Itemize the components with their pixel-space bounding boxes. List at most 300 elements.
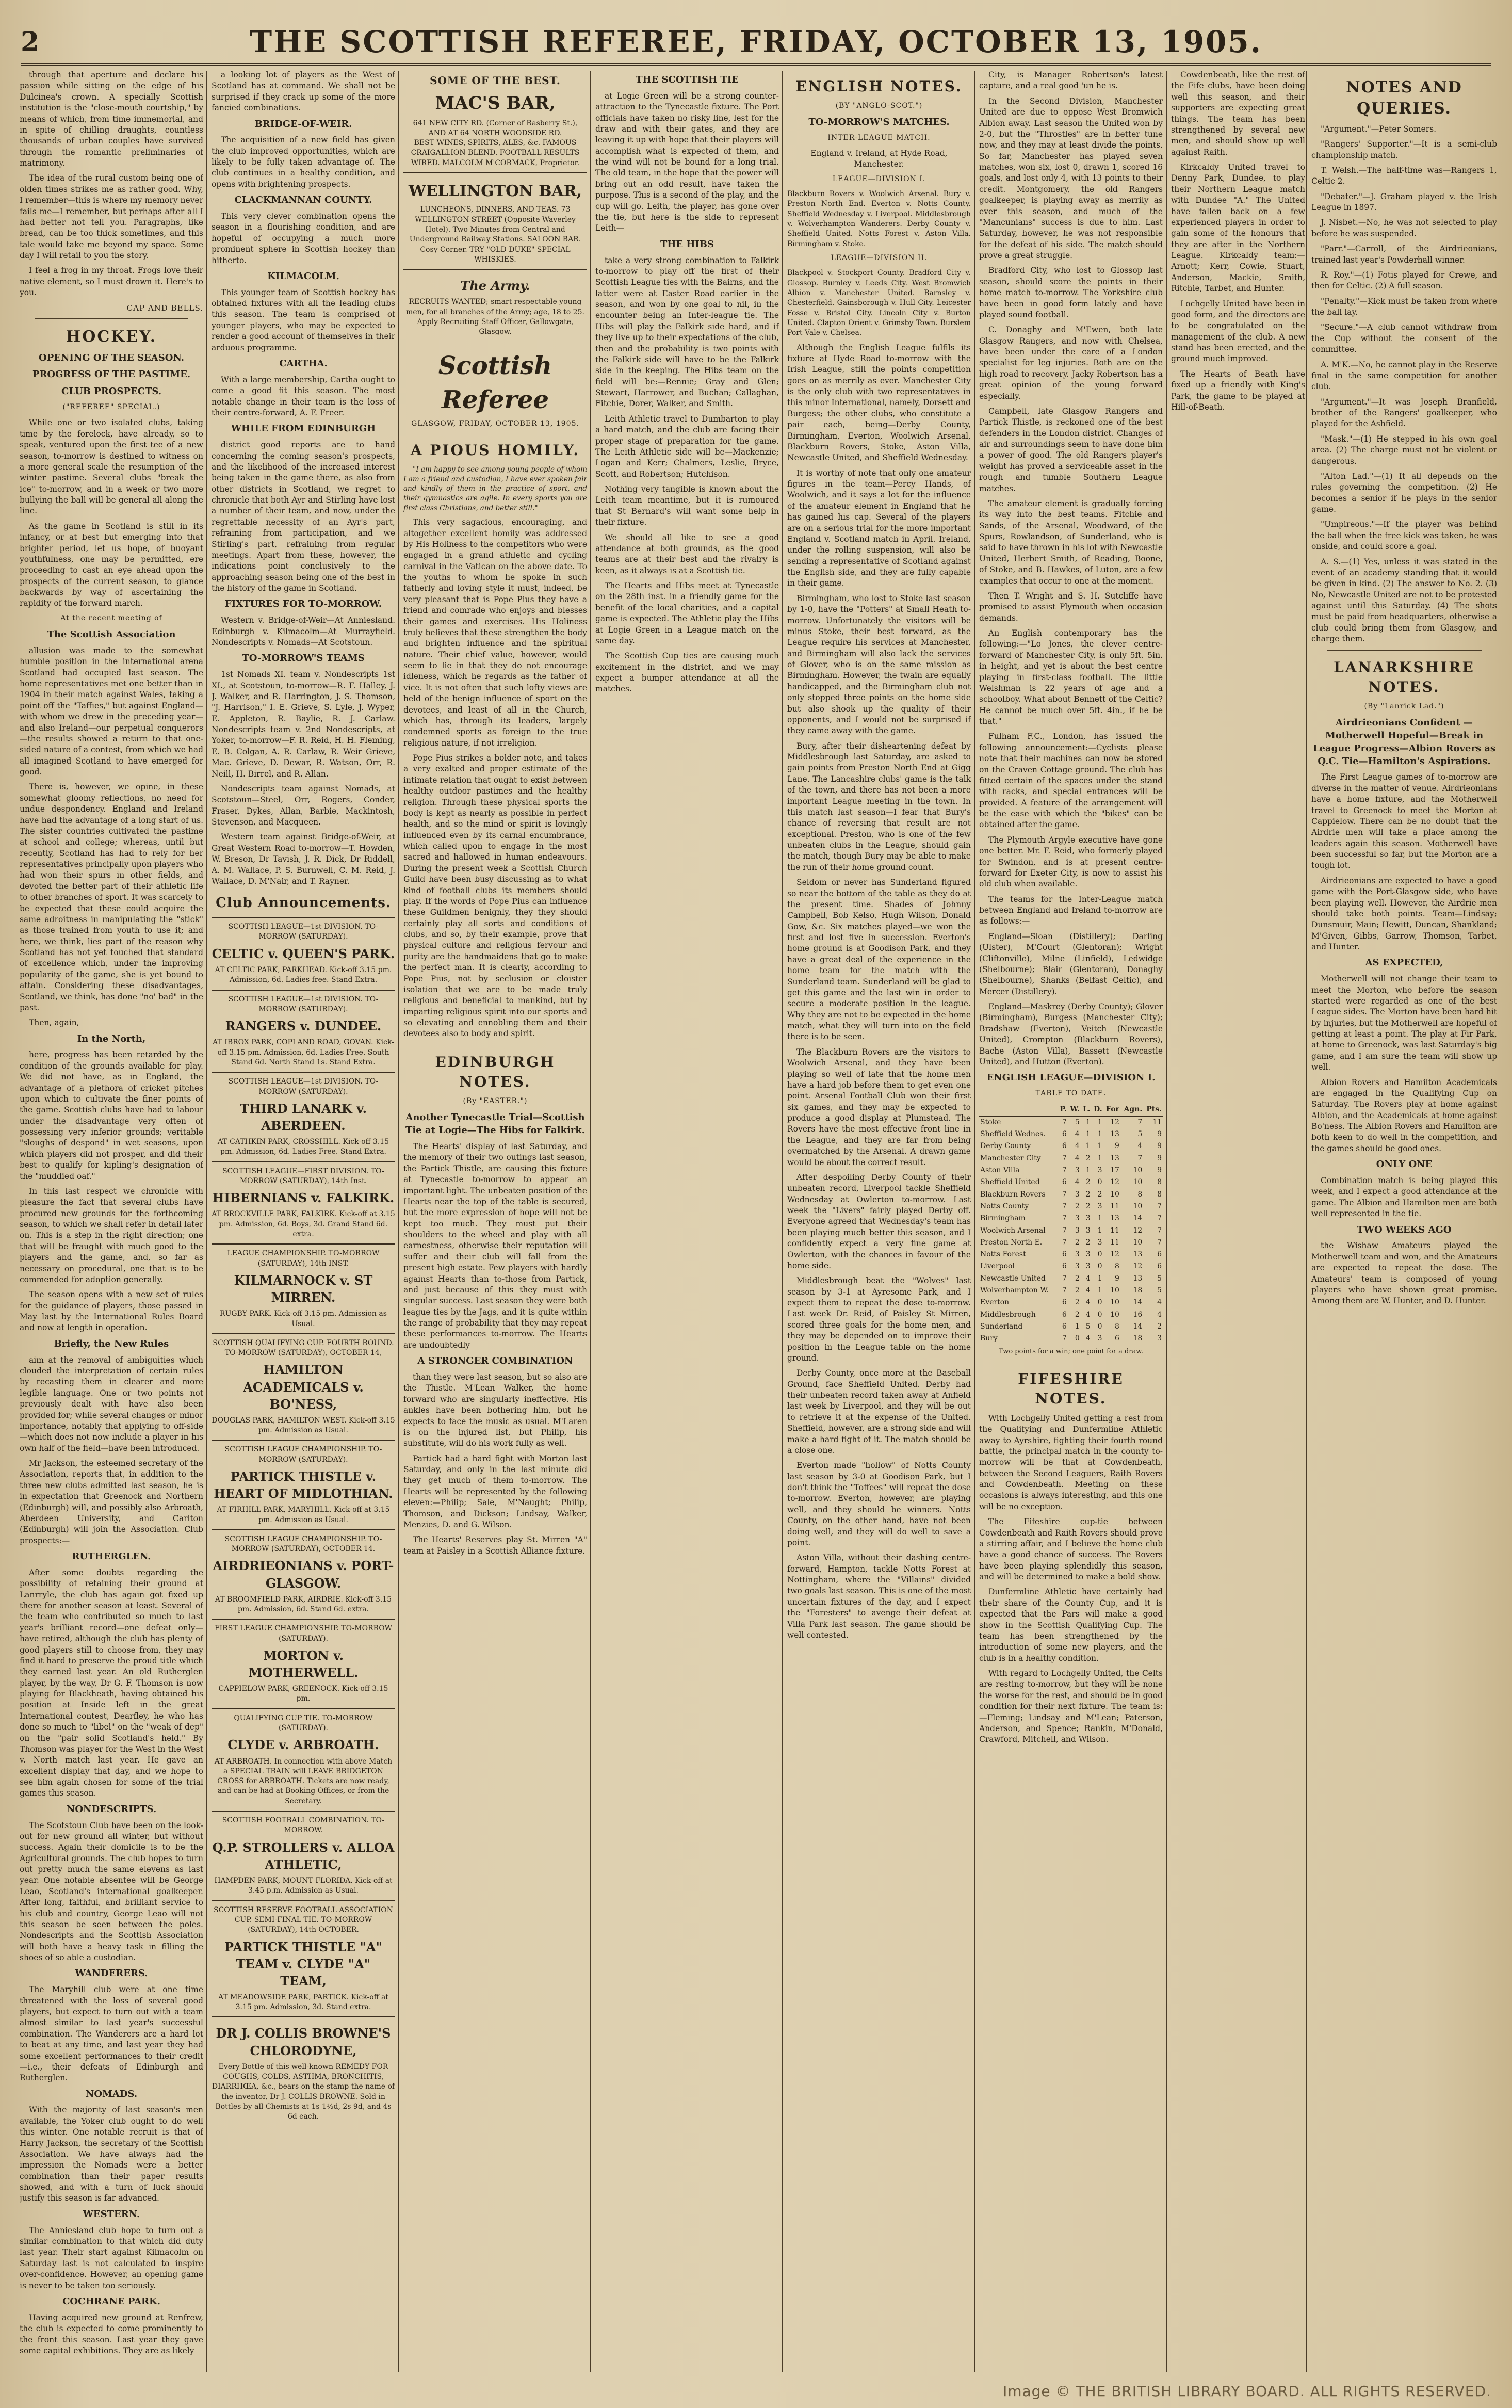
- table-cell: 7: [1157, 1238, 1162, 1247]
- query-answer: "Secure."—A club cannot withdraw from the Cup without the consent of the committee.: [1311, 322, 1497, 354]
- table-cell: 0: [1097, 1178, 1102, 1187]
- subheading: CLUB PROSPECTS.: [61, 386, 161, 397]
- table-row: [979, 1285, 1163, 1297]
- table-cell: 4: [1075, 1130, 1080, 1139]
- announcement-venue: RUGBY PARK. Kick-off 3.15 pm. Admission as Usual.: [220, 1310, 387, 1328]
- table-cell: 1: [1075, 1322, 1080, 1331]
- announcement-fixture: PARTICK THISTLE "A" TEAM v. CLYDE "A" TEAM,: [224, 1939, 382, 1989]
- announcement-fixture: Q.P. STROLLERS v. ALLOA ATHLETIC,: [212, 1839, 395, 1872]
- paragraph: It is worthy of note that only one amateur figures in the team—Percy Hands, of Woolwich, and it says a lot for the influence of the amateur element in England that he has gained his cap. Several of the players are on a serious trial for the more important England v. Scotland match in April. Ireland, under the rolling suspension, will also be sending a representative of Scotland against the English side, and they are fully capable in their game.: [787, 468, 971, 588]
- table-cell: 13: [1110, 1154, 1119, 1162]
- club-announcement: [212, 1529, 395, 1619]
- section-heading-fifeshire-notes: FIFESHIRE NOTES.: [1018, 1370, 1124, 1408]
- subheading: ONLY ONE: [1376, 1159, 1433, 1170]
- table-cell: 12: [1110, 1178, 1119, 1187]
- table-row: [979, 1116, 1163, 1128]
- announcement-venue: CAPPIELOW PARK, GREENOCK. Kick-off 3.15 pm.: [218, 1685, 388, 1703]
- announcement-fixture: KILMARNOCK v. ST MIRREN.: [234, 1272, 373, 1305]
- table-cell: 7: [1062, 1154, 1067, 1162]
- paragraph: Everton made "hollow" of Notts County last season by 3-0 at Goodison Park, but I don't think the "Toffees" will repeat the dose to-morrow. Everton, however, are playing well, and they should be winners. Notts County, on the other hand, have not been doing well, and they will do well to save a point.: [787, 1461, 971, 1547]
- table-cell: 3: [1075, 1250, 1080, 1259]
- table-row: [979, 1237, 1163, 1249]
- table-cell: 7: [1062, 1214, 1067, 1223]
- table-row: [979, 1297, 1163, 1308]
- table-cell: 6: [1062, 1178, 1067, 1187]
- paragraph: Western v. Bridge-of-Weir—At Anniesland. Edinburgh v. Kilmacolm—At Murrayfield. Nondescripts v. Nomads—At Scotstoun.: [212, 616, 395, 647]
- subheading: A STRONGER COMBINATION: [417, 1355, 573, 1367]
- club-announcement: [212, 1619, 395, 1708]
- table-cell: 4: [1085, 1298, 1091, 1307]
- table-cell: 1: [1097, 1226, 1102, 1235]
- table-cell: 3: [1075, 1166, 1080, 1174]
- table-cell: 3: [1097, 1202, 1102, 1210]
- table-cell: 7: [1157, 1226, 1162, 1235]
- paragraph: While one or two isolated clubs, taking time by the forelock, have already, so to speak, ventured upon the first tee of a new season, to-morrow is destined to witness on a more general scale the resumption of the winter pastime. Several clubs "break the ice" to-morrow, and in a week or two more bullying the ball will be general all along the line.: [20, 418, 203, 516]
- special-tag: ("REFEREE" SPECIAL.): [62, 403, 160, 412]
- table-cell: 12: [1133, 1226, 1143, 1235]
- table-cell: 4: [1075, 1142, 1080, 1151]
- table-row: [979, 1153, 1163, 1165]
- club-heading: CLACKMANNAN COUNTY.: [234, 195, 372, 206]
- table-cell: 2: [1157, 1322, 1162, 1331]
- table-row: [979, 1189, 1163, 1201]
- club-announcement: [212, 1072, 395, 1161]
- table-cell: 0: [1097, 1298, 1102, 1307]
- club-heading: BRIDGE-OF-WEIR.: [254, 118, 352, 130]
- table-cell: 13: [1133, 1274, 1143, 1283]
- table-row: [979, 1333, 1163, 1345]
- club-heading: WESTERN.: [83, 2208, 140, 2220]
- paragraph: With a large membership, Cartha ought to come a good fit this season. The most notable change in their team is the loss of their centre-forward, A. F. Freer.: [212, 375, 395, 417]
- paragraph: Pope Pius strikes a bolder note, and takes a very exalted and proper estimate of the intimate relation that ought to exist between healthy outdoor pastimes and the healthy religion. Through these physical sports the body is kept as nearly as possible in perfect health, and so the mind or spirit is lovingly influenced even by its carnal encumbrance, which called upon to engage in the most sacred and hallowed in human endeavours. During the present week a Scottish Church Guild have been busy discussing as to what kind of football clubs its members should play. If the words of Pope Pius can influence these Guildmen benignly, they they should certainly play all sorts and conditions of clubs, and so, by their example, prove that physical culture and religious fervour and purity are the handmaidens that go to make the perfect man. It is clearly, according to Pope Pius, not by seclusion or cloister isolation that we are to be made truly religious and beneficial to mankind, but by imparting religious spirit into our sports and so elevating and ennobling them and their devotees also to body and spirit.: [403, 753, 587, 1039]
- subheading: THE HIBS: [660, 238, 714, 250]
- table-cell: 7: [1062, 1274, 1067, 1283]
- paragraph: The Hearts and Hibs meet at Tynecastle on the 28th inst. in a friendly game for the benefit of the local charities, and a capital game is expected. The Athletic play the Hibs at Logie Green in a League match on the same day.: [595, 581, 779, 645]
- paragraph: The Hearts of Beath have fixed up a friendly with King's Park, the game to be played at Hill-of-Beath.: [1171, 369, 1305, 412]
- paragraph: the Wishaw Amateurs played the Motherwell team and won, and the Amateurs are expected to repeat the dose. The Amateurs' team is composed of young players who have shown great promise. Among them are W. Hunter, and D. Hunter.: [1311, 1241, 1497, 1306]
- table-row: [979, 1140, 1163, 1152]
- paragraph: aim at the removal of ambiguities which clouded the interpretation of certain rules by recasting them in clearer and more legible language. One or two points not previously dealt with have also been provided for; while several changes or minor importance, notably that applying to off-side—which does not now include a player in his own half of the field—have been introduced.: [20, 1355, 203, 1453]
- table-cell: 6: [1062, 1250, 1067, 1259]
- league-table-subtitle: TABLE TO DATE.: [1035, 1089, 1107, 1098]
- table-cell: 8: [1157, 1190, 1162, 1199]
- table-cell: 14: [1133, 1298, 1143, 1307]
- table-cell: 2: [1085, 1238, 1091, 1247]
- paragraph: Aston Villa, without their dashing centre-forward, Hampton, tackle Notts Forest at Nottingham, where the "Villains" divided two goals last season. This is one of the most uncertain fixtures of the day, and I expect the "Foresters" to avenge their defeat at Villa Park last season. The game should be well contested.: [787, 1553, 971, 1640]
- paragraph: This very clever combination opens the season in a flourishing condition, and are hopeful of occupying a much more prominent sphere in Scottish hockey than hitherto.: [212, 212, 395, 265]
- paragraph: Dunfermline Athletic have certainly had their share of the County Cup, and it is expected that the Pars will make a good show in the Scottish Qualifying Cup. The team has been strengthened by the introduction of some new players, and the club is in a healthy condition.: [979, 1587, 1163, 1663]
- table-cell: 1: [1085, 1130, 1091, 1139]
- table-cell: 5: [1157, 1286, 1162, 1295]
- table-cell: 14: [1133, 1214, 1143, 1223]
- subheading: In the North,: [77, 1033, 146, 1044]
- paragraph: than they were last season, but so also are the Thistle. M'Lean Walker, the home forward who are singularly ineffective. His ankles have been bothering him, but he expects to face the music as usual. M'Laren is on the injured list, but Philip, his substitute, will do his work fully as well.: [403, 1372, 587, 1448]
- section-heading-lanarkshire-notes: LANARKSHIRE NOTES.: [1334, 658, 1475, 696]
- club-announcement: [212, 1811, 395, 1900]
- advertisements-box: [403, 70, 587, 172]
- subheading: LEAGUE—DIVISION I.: [832, 174, 926, 183]
- paragraph: An English contemporary has the following:—"Lo Jones, the clever centre-forward of Manchester City, is only 5ft. 5in. in height, and yet is about the best centre playing in first-class football. The little Welshman is 22 years of age and a schoolboy. What about Bennett of the Celtic? He cannot be much over 5ft. 4in., if he be that.": [979, 628, 1163, 726]
- table-cell: 3: [1097, 1334, 1102, 1343]
- inline-subhead: At the recent meeting of: [60, 613, 162, 622]
- table-cell: Derby County: [980, 1142, 1031, 1151]
- table-cell: 9: [1115, 1142, 1119, 1151]
- table-cell: 1: [1085, 1118, 1091, 1126]
- table-cell: 18: [1133, 1286, 1143, 1295]
- table-cell: 7: [1137, 1118, 1143, 1126]
- paragraph: In the Second Division, Manchester United are due to oppose West Bromwich Albion away. Last season the United won by 2-0, but the "Throstles" are in better tune now, and they may at least divide the points. So far, Manchester has played seven matches, won six, lost 0, drawn 1, scored 16 goals, and lost only 4, with 13 points to their credit. Montgomery, the old Rangers goalkeeper, is playing away as merrily as ever this season, and much of the "Mancunians" success is due to him. Last Saturday, however, he was not responsible for the defeat of his side. The match should prove a great struggle.: [979, 96, 1163, 260]
- table-cell: Sheffield United: [980, 1178, 1040, 1187]
- table-cell: 7: [1062, 1238, 1067, 1247]
- subheading: THE SCOTTISH TIE: [636, 74, 739, 85]
- query-answer: "Alton Lad."—(1) It all depends on the rules governing the competition. (2) He becomes a senior if he plays in the senior game.: [1311, 471, 1497, 514]
- paragraph: Partick had a hard fight with Morton last Saturday, and only in the last minute did they get much of them to-morrow. The Hearts will be represented by the following eleven:—Philip; Sale, M'Naught; Philip, Thomson, and Dickson; Lindsay, Walker, Menzies, D. and G. Wilson.: [403, 1453, 587, 1529]
- paragraph: Seldom or never has Sunderland figured so near the bottom of the table as they do at the present time. Shades of Johnny Campbell, Bob Kelso, Hugh Wilson, Donald Gow, &c. Six matches played—we won the first and lost five in succession. Everton's home ground is at Goodison Park, and they have a great deal of the experience in the home team for the match with the Sunderland team. Sunderland will be glad to get this game and the last win in order to secure a moderate position in the league. Why they are not to be expected in the home match, what they will turn into on the field there is to be seen.: [787, 878, 971, 1042]
- table-cell: 3: [1097, 1238, 1102, 1247]
- column-rule: [974, 71, 975, 2372]
- table-cell: 6: [1062, 1262, 1067, 1271]
- paragraph: a looking lot of players as the West of Scotland has at command. We shall not be surprised if they crack up some of the more fancied combinations.: [212, 70, 395, 113]
- paragraph: The Scottish Cup ties are causing much excitement in the district, and we may expect a bumper attendance at all the matches.: [595, 651, 779, 694]
- paragraph: The Fifeshire cup-tie between Cowdenbeath and Raith Rovers should prove a stirring affair, and I believe the home club have a good chance of success. The Rovers have been playing splendidly this season, and will be determined to make a bold show.: [979, 1517, 1163, 1582]
- table-cell: 3: [1085, 1250, 1091, 1259]
- club-announcement: [212, 1161, 395, 1244]
- query-answer: A. S.—(1) Yes, unless it was stated in the event of an academy standing that it would be given in kind. (2) The answer to No. 2. (3) No, Newcastle United are not to be protested against until this Saturday. (4) The shots must be paid from headquarters, otherwise a club could bring them from Glasgow, and charge them.: [1311, 557, 1497, 644]
- club-announcement: [212, 1333, 395, 1440]
- table-header-cell: L.: [1081, 1104, 1092, 1116]
- table-cell: 7: [1137, 1154, 1143, 1162]
- league-table-title: ENGLISH LEAGUE—DIVISION I.: [986, 1072, 1156, 1084]
- table-row: [979, 1249, 1163, 1260]
- table-cell: 7: [1062, 1166, 1067, 1174]
- paragraph: The First League games of to-morrow are diverse in the matter of venue. Airdrieonians have a home fixture, and the Motherwell travel to Greenock to meet the Morton at Cappielow. There can be no doubt that the Airdrie men will take a place among the leaders again this season. Motherwell have been successful so far, but the Morton are a tough lot.: [1311, 772, 1497, 870]
- table-cell: Wolverhampton W.: [980, 1286, 1049, 1295]
- table-cell: 0: [1075, 1334, 1080, 1343]
- table-cell: 4: [1075, 1178, 1080, 1187]
- table-cell: 2: [1085, 1190, 1091, 1199]
- table-cell: 18: [1133, 1334, 1143, 1343]
- table-cell: 10: [1110, 1286, 1119, 1295]
- byline: (By "EASTER."): [463, 1097, 528, 1106]
- table-cell: 13: [1110, 1214, 1119, 1223]
- league-table-body: [979, 1116, 1163, 1345]
- table-row: [979, 1273, 1163, 1285]
- table-cell: 17: [1110, 1166, 1119, 1174]
- paragraph: Bradford City, who lost to Glossop last season, should score the points in their home match to-morrow. The Yorkshire club have been in good form lately and have played sound football.: [979, 266, 1163, 319]
- table-cell: 8: [1115, 1262, 1119, 1271]
- subheading: Another Tynecastle Trial—Scottish Tie at Logie—The Hibs for Falkirk.: [405, 1112, 586, 1136]
- query-answer: A. M'K.—No, he cannot play in the Reserve final in the same competition for another club.: [1311, 360, 1497, 392]
- table-cell: 6: [1062, 1322, 1067, 1331]
- paragraph: Kirkcaldy United travel to Denny Park, Dundee, to play their Northern League match with Dundee "A." The United have fallen back on a few experienced players in order to gain some of the honours that they are after in the Northern League. Kirkcaldy team:—Arnott; Kerr, Cowie, Stuart, Anderson, Mackie, Smith, Ritchie, Tarbet, and Hunter.: [1171, 163, 1305, 294]
- paragraph: district good reports are to hand concerning the coming season's prospects, and the likelihood of the increased interest being taken in the game there, as also from other districts in Scotland, we regret to chronicle that both Ayr and Stirling have lost a number of their team, and now, under the regrettable necessity of an Ayr's part, refraining from participation, and we Stirling's part, refraining from regular meetings. Apart from these, however, the indications point conclusively to the approaching season being one of the best in the history of the game in Scotland.: [212, 440, 395, 593]
- table-cell: 10: [1133, 1202, 1143, 1210]
- ad-macs-bar-address: 641 NEW CITY RD. (Corner of Rasberry St.), AND AT 64 NORTH WOODSIDE RD.: [413, 119, 578, 137]
- league-table-header: [979, 1104, 1163, 1116]
- query-answer: "Mask."—(1) He stepped in his own goal area. (2) The charge must not be violent or dangerous.: [1311, 434, 1497, 466]
- paragraph: Derby County, once more at the Baseball Ground, face Sheffield United. Derby had their unbeaten record taken away at Anfield last week by Liverpool, and they will be out to retrieve it at the expense of the United. Sheffield, however, are a strong side and will make a hard fight of it. The match should be a close one.: [787, 1368, 971, 1455]
- announcement-venue: DOUGLAS PARK, HAMILTON WEST. Kick-off 3.15 pm. Admission as Usual.: [212, 1416, 395, 1435]
- table-header-cell: For: [1103, 1104, 1120, 1116]
- announcement-fixture: AIRDRIEONIANS v. PORT-GLASGOW.: [213, 1558, 394, 1591]
- paragraph: Middlesbrough beat the "Wolves" last season by 3-1 at Ayresome Park, and I expect them to repeat the dose to-morrow. Last week Dr. Reid, of Paisley St Mirren, scored three goals for the home men, and they may be depended on to improve their position in the League table on the home ground.: [787, 1276, 971, 1363]
- paragraph: England—Maskrey (Derby County); Glover (Birmingham), Burgess (Manchester City); Bradshaw (Everton), Veitch (Newcastle United), Crompton (Blackburn Rovers), Bache (Aston Villa), Bassett (Newcastle United), and Hutton (Everton).: [979, 1002, 1163, 1066]
- table-cell: 10: [1133, 1178, 1143, 1187]
- announcement-fixture: HAMILTON ACADEMICALS v. BO'NESS,: [243, 1362, 364, 1412]
- table-cell: 3: [1075, 1190, 1080, 1199]
- column-rule: [590, 71, 591, 2372]
- paragraph: The Anniesland club hope to turn out a similar combination to that which did duty last year. Their start against Kilmacolm on Saturday last is not calculated to inspire over-confidence. However, an opening game is never to be taken too seriously.: [20, 2225, 203, 2290]
- table-cell: 4: [1085, 1286, 1091, 1295]
- table-cell: Woolwich Arsenal: [980, 1226, 1046, 1235]
- table-cell: 7: [1062, 1334, 1067, 1343]
- table-header-cell: W.: [1068, 1104, 1081, 1116]
- section-heading-announcements: Club Announcements.: [216, 895, 391, 911]
- table-cell: 2: [1085, 1154, 1091, 1162]
- club-announcement: [212, 1243, 395, 1333]
- paragraph: City, is Manager Robertson's latest capture, and a real good 'un he is.: [979, 70, 1163, 91]
- league-table: [979, 1104, 1163, 1345]
- table-cell: 10: [1133, 1166, 1143, 1174]
- divider: [35, 318, 188, 319]
- table-cell: Bury: [980, 1334, 998, 1343]
- announcement-fixture: MORTON v. MOTHERWELL.: [248, 1647, 359, 1680]
- paragraph: Nondescripts team against Nomads, at Scotstoun—Steel, Orr, Rogers, Conder, Fraser, Dykes, Allan, Barbie, Mackintosh, Stevenson, and Macqueen.: [212, 784, 395, 827]
- divider: [1327, 650, 1482, 651]
- table-cell: 0: [1097, 1322, 1102, 1331]
- paragraph: With the majority of last season's men available, the Yoker club ought to do well this winter. One notable recruit is that of Harry Jackson, the secretary of the Scottish Association. We have always had the impression the Nomads were a better combination than their paper results showed, and with a turn of luck should justify this season is far advanced.: [20, 2105, 203, 2203]
- column-1: [20, 70, 203, 2376]
- paragraph: In this last respect we chronicle with pleasure the fact that several clubs have procured new grounds for the forthcoming season, to which we shall refer in detail later on. This is a step in the right direction; one that will be fraught with much good to the players and the game, and, so far as necessary on procedural, one that is to be commended for adoption generally.: [20, 1186, 203, 1284]
- table-cell: 9: [1157, 1166, 1162, 1174]
- announcement-venue: AT ARBROATH. In connection with above Match a SPECIAL TRAIN will LEAVE BRIDGETON CROSS for ARBROATH. Tickets are now ready, and can be had at Booking Offices, or from the Secretary.: [214, 1757, 393, 1805]
- subheading: TO-MORROW'S MATCHES.: [808, 116, 950, 127]
- subheading: AS EXPECTED,: [1365, 957, 1443, 968]
- table-cell: 5: [1157, 1274, 1162, 1283]
- ad-heading: SOME OF THE BEST.: [430, 74, 561, 87]
- ad-wellington-name: WELLINGTON BAR,: [408, 182, 582, 201]
- table-cell: 10: [1133, 1238, 1143, 1247]
- club-heading: NONDESCRIPTS.: [66, 1803, 157, 1815]
- subheading: TO-MORROW'S TEAMS: [242, 653, 365, 664]
- table-cell: 2: [1097, 1190, 1102, 1199]
- paragraph: Campbell, late Glasgow Rangers and Partick Thistle, is reckoned one of the best defenders in the London district. Changes of air and surroundings seem to have done him a power of good. The old Rangers player's weight has proved a serviceable asset in the rough and tumble Southern League matches.: [979, 406, 1163, 493]
- newspaper-title: THE SCOTTISH REFEREE, FRIDAY, OCTOBER 13, 1905.: [250, 24, 1262, 59]
- announcement-league: SCOTTISH LEAGUE—1st DIVISION. TO-MORROW (SATURDAY).: [228, 995, 379, 1013]
- section-heading-pious-homily: A PIOUS HOMILY.: [410, 442, 580, 459]
- announcement-league: SCOTTISH QUALIFYING CUP. FOURTH ROUND. TO-MORROW (SATURDAY), OCTOBER 14,: [213, 1338, 394, 1357]
- paragraph: The teams for the Inter-League match between England and Ireland to-morrow are as follows:—: [979, 894, 1163, 926]
- table-cell: 2: [1075, 1286, 1080, 1295]
- table-cell: 6: [1115, 1334, 1119, 1343]
- section-heading-edinburgh-notes: EDINBURGH NOTES.: [435, 1053, 556, 1091]
- table-cell: Manchester City: [980, 1154, 1041, 1162]
- table-cell: Blackburn Rovers: [980, 1190, 1046, 1199]
- table-cell: 7: [1062, 1286, 1067, 1295]
- announcement-venue: AT IBROX PARK, COPLAND ROAD, GOVAN. Kick-off 3.15 pm. Admission, 6d. Ladies Free. South Stand 6d. North Stand 1s. Stand Extra.: [213, 1038, 394, 1066]
- table-cell: 14: [1133, 1322, 1143, 1331]
- query-answer: "Argument."—Peter Somers.: [1321, 124, 1437, 134]
- announcement-venue: AT FIRHILL PARK, MARYHILL. Kick-off at 3.15 pm. Admission as Usual.: [217, 1506, 390, 1524]
- query-answer: "Argument."—It was Joseph Branfield, brother of the Rangers' goalkeeper, who played for the Ashfield.: [1311, 397, 1497, 429]
- paragraph: The Blackburn Rovers are the visitors to Woolwich Arsenal, and they have been playing so well of late that the home men have a hard job before them to get even one point. Arsenal Football Club won their first six games, and they may be expected to produce a good display at Plumstead. The Rovers have the most effective front line in the League, and they are far from being overmatched by the Arsenal. A drawn game would be about the correct result.: [787, 1047, 971, 1167]
- announcement-league: SCOTTISH LEAGUE—FIRST DIVISION. TO-MORROW (SATURDAY), 14th Inst.: [222, 1167, 384, 1185]
- table-row: [979, 1213, 1163, 1224]
- section-heading-english-notes: ENGLISH NOTES.: [795, 78, 963, 95]
- signature: CAP AND BELLS.: [126, 303, 203, 313]
- table-header-cell: Pts.: [1143, 1104, 1163, 1116]
- ad-macs-bar-details: BEST WINES, SPIRITS, ALES, &c. FAMOUS CRAIGALLION BLEND. FOOTBALL RESULTS WIRED. MALCOLM M'CORMACK, Proprietor.: [411, 139, 580, 167]
- table-cell: 1: [1097, 1286, 1102, 1295]
- column-rule: [1306, 71, 1307, 2372]
- table-cell: 3: [1085, 1226, 1091, 1235]
- table-cell: 3: [1085, 1262, 1091, 1271]
- announcement-venue: AT CELTIC PARK, PARKHEAD. Kick-off 3.15 pm. Admission, 6d. Ladies free. Stand Extra.: [215, 965, 392, 984]
- subheading: OPENING OF THE SEASON.: [39, 352, 184, 363]
- paragraph: This younger team of Scottish hockey has obtained fixtures with all the leading clubs this season. The team is comprised of younger players, who may be expected to render a good account of themselves in their arduous programme.: [212, 287, 395, 352]
- table-cell: 8: [1115, 1322, 1119, 1331]
- table-cell: 2: [1085, 1202, 1091, 1210]
- table-cell: 8: [1157, 1178, 1162, 1187]
- section-heading-hockey: HOCKEY.: [66, 328, 157, 346]
- table-cell: 2: [1075, 1238, 1080, 1247]
- paragraph: The amateur element is gradually forcing its way into the best teams. Fitchie and Sands, of the Arsenal, Woodward, of the Spurs, Rowlandson, of Sunderland, who is said to have thrown in his lot with Newcastle United, Herbert Smith, of Reading, Boone, of Stoke, and B. Hawkes, of Luton, are a few examples that occur to one at the moment.: [979, 498, 1163, 586]
- table-cell: 6: [1062, 1310, 1067, 1319]
- paragraph: Motherwell will not change their team to meet the Morton, who before the season started were regarded as one of the best League sides. The Morton have been hard hit by injuries, but the Motherwell are hopeful of getting at least a point. The play at Fir Park, at home to Greenock, was last Saturday's big game, and I am sure the team will show up well.: [1311, 974, 1497, 1072]
- table-cell: 6: [1157, 1262, 1162, 1271]
- dateline: GLASGOW, FRIDAY, OCTOBER 13, 1905.: [403, 419, 587, 433]
- paragraph: The Scotstoun Club have been on the look-out for new ground all winter, but without success. Again their domicile is to be the Agricultural grounds. The club hopes to turn out pretty much the same elevens as last year. One notable absentee will be George Leao, Scotland's international goalkeeper. After long, faithful, and brilliant service to his club and country, George Leao will not this season be seen between the poles. Nondescripts and the Scottish Association will both have a heavy task in filling the shoes of so able a custodian.: [20, 1820, 203, 1963]
- column-rule: [782, 71, 783, 2372]
- announcement-venue: HAMPDEN PARK, MOUNT FLORIDA. Kick-off at 3.45 p.m. Admission as Usual.: [214, 1876, 393, 1895]
- table-cell: 3: [1075, 1226, 1080, 1235]
- subheading: FIXTURES FOR TO-MORROW.: [225, 599, 382, 610]
- club-heading: COCHRANE PARK.: [62, 2296, 160, 2307]
- table-cell: 1: [1085, 1142, 1091, 1151]
- table-cell: 10: [1110, 1310, 1119, 1319]
- club-announcement: [212, 917, 395, 989]
- club-heading: NOMADS.: [85, 2088, 138, 2099]
- table-cell: 3: [1075, 1214, 1080, 1223]
- paragraph: England—Sloan (Distillery); Darling (Ulster), M'Court (Glentoran); Wright (Cliftonville), Milne (Linfield), Ledwidge (Shelbourne); Blair (Glentoran), Donaghy (Shelbourne), Shanks (Belfast Celtic), and Mercer (Distillery).: [979, 931, 1163, 996]
- paragraph: at Logie Green will be a strong counter-attraction to the Tynecastle fixture. The Port officials have taken no risky line, lest for the draw and with their gates, and they are leaving it up with hope that their players will accomplish what is expected of them, and the wind will not be bound for a long trial. The old team, in the hope that the power will bring out an odd result, have taken the purpose. This is a second of the play, and the cup will go. Leith, the player, has gone over the tie, but here is the side to represent Leith—: [595, 91, 779, 233]
- table-cell: 8: [1137, 1190, 1143, 1199]
- announcement-league: FIRST LEAGUE CHAMPIONSHIP. TO-MORROW (SATURDAY).: [214, 1624, 393, 1643]
- announcement-league: SCOTTISH RESERVE FOOTBALL ASSOCIATION CUP. SEMI-FINAL TIE. TO-MORROW (SATURDAY), 14th OCTOBER.: [213, 1905, 394, 1934]
- subheading: INTER-LEAGUE MATCH.: [827, 133, 931, 142]
- table-row: [979, 1309, 1163, 1321]
- column-2: [212, 70, 395, 2376]
- table-cell: 0: [1097, 1310, 1102, 1319]
- paragraph: Western team against Bridge-of-Weir, at Great Western Road to-morrow—T. Howden, W. Breson, Dr Tavish, J. R. Dick, Dr Riddell, A. M. Wallace, P. S. Burnwell, C. M. Reid, J. Wallace, D. M'Nair, and T. Rayner.: [212, 832, 395, 886]
- table-cell: Newcastle United: [980, 1274, 1046, 1283]
- table-cell: 11: [1152, 1118, 1162, 1126]
- table-header-cell: D.: [1092, 1104, 1103, 1116]
- table-cell: Everton: [980, 1298, 1010, 1307]
- table-cell: 1: [1097, 1142, 1102, 1151]
- table-cell: 7: [1157, 1214, 1162, 1223]
- table-cell: Preston North E.: [980, 1238, 1043, 1247]
- paragraph: The Maryhill club were at one time threatened with the loss of several good players, but expect to turn out with a team almost similar to last year's successful combination. The Wanderers are a hard lot to beat at any time, and last year they had some excellent performances to their credit —i.e., their defeats of Edinburgh and Rutherglen.: [20, 1985, 203, 2083]
- paragraph: Lochgelly United have been in good form, and the directors are to be congratulated on the management of the club. A new stand has been erected, and the ground much improved.: [1171, 299, 1305, 364]
- table-cell: Birmingham: [980, 1214, 1026, 1223]
- table-row: [979, 1321, 1163, 1333]
- image-credit: Image © THE BRITISH LIBRARY BOARD. ALL RIGHTS RESERVED.: [1002, 2383, 1491, 2400]
- announcement-league: SCOTTISH LEAGUE—1st DIVISION. TO-MORROW (SATURDAY).: [228, 1077, 379, 1096]
- table-cell: 4: [1157, 1310, 1162, 1319]
- club-heading: WANDERERS.: [75, 1968, 148, 1979]
- query-answer: J. Nisbet.—No, he was not selected to play before he was suspended.: [1311, 218, 1497, 238]
- announcement-venue: AT CATHKIN PARK, CROSSHILL. Kick-off 3.15 pm. Admission, 6d. Ladies Free. Stand Extra.: [217, 1138, 389, 1156]
- table-cell: Stoke: [980, 1118, 1001, 1126]
- paragraph: This very sagacious, encouraging, and altogether excellent homily was addressed by His Holiness to the competitors who were engaged in a grand athletic and cycling carnival in the Vatican on the above date. To the youths to whom he spoke in such fatherly and loving style it must, indeed, be very pleasant that is Pope Pius they have a friend and comrade who enjoys and blesses their games and exercises. His Holiness truly believes that these strengthen the body and brighten influence and the spiritual nature. Their chief value, however, would seem to lie in that they do not encourage idleness, which he regards as the father of vice. It is not often that such lofty views are held of the benign influence of sport on the devotees, and least of all in the Church, which has, through its leaders, largely condemned sports as foreign to the true religious nature, if not irreligion.: [403, 518, 587, 748]
- paragraph: here, progress has been retarded by the condition of the grounds available for play. We did not have, as in England, the advantage of a plethora of cricket pitches upon which to cultivate the finer points of the game. Scottish clubs have had to labour under the disadvantage very often of possessing very inferior grounds; veritable "sloughs of despond" in wet seasons, upon which players did not prosper, and did their best to qualify for kipling's designation of the "muddied oaf.": [20, 1050, 203, 1181]
- announcement-venue: AT BROOMFIELD PARK, AIRDRIE. Kick-off 3.15 pm. Admission, 6d. Stand 6d. extra.: [215, 1595, 392, 1614]
- paragraph: C. Donaghy and M'Ewen, both late Glasgow Rangers, and now with Chelsea, have been under the care of a London specialist for leg injuries. Both are on the high road to recovery. Jacky Robertson has a great opinion of the young forward especially.: [979, 325, 1163, 401]
- table-cell: 6: [1062, 1142, 1067, 1151]
- paragraph: The Hearts' display of last Saturday, and the memory of their two outings last season, the Partick Thistle, are causing this fixture at Tynecastle to-morrow to appear an important light. The unbeaten position of the Hearts near the top of the table is secured, but the more expression of hope will not be kept too much. They must put their shoulders to the wheel and play with all earnestness, otherwise their reputation will suffer and their club will fall from the present high estate. Few players with hardly against Hearts than to-those from Partick, and just because of this they must with singular success. Last season they were both league ties by the Jags, and it is quite within the range of probability that they may repeat these performances to-morrow. The Hearts are undoubtedly: [403, 1142, 587, 1350]
- club-heading: KILMACOLM.: [267, 270, 339, 282]
- wellington-bar-ad: [403, 172, 587, 269]
- ad-wellington-details: LUNCHEONS, DINNERS, AND TEAS. 73 WELLINGTON STREET (Opposite Waverley Hotel). Two Minutes from Central and Underground Railway Stations. SALOON BAR. Cosy Corner. TRY "OLD DUKE" SPECIAL WHISKIES.: [409, 205, 581, 264]
- query-answer: "Penalty."—Kick must be taken from where the ball lay.: [1311, 296, 1497, 317]
- table-cell: 4: [1085, 1274, 1091, 1283]
- subheading: PROGRESS OF THE PASTIME.: [32, 369, 191, 380]
- paragraph: After some doubts regarding the possibility of retaining their ground at Lanrryle, the club has again got fixed up there for another season at least. Several of the team who contributed so much to last year's brilliant record—one defeat only—have retired, although the club has plenty of good players still to choose from, they may find it hard to preserve the proud title which they earned last year. An old Rutherglen player, by the way, Dr G. F. Thomson is now playing for Blackheath, having obtained his position at Inside left in the great International contest, Dearfley, he who has done so much to "libel" on the "weak of dep" on the "pair solid Scotland's held." By Thomson was player for the West in the West v. North match last year. He gave an excellent display that day, and we hope to see him again chosen for some of the trial games this season.: [20, 1567, 203, 1798]
- table-cell: 11: [1110, 1238, 1119, 1247]
- table-cell: 10: [1110, 1298, 1119, 1307]
- ad-macs-bar-name: MAC'S BAR,: [435, 92, 556, 114]
- ad-army-text: RECRUITS WANTED; smart respectable young men, for all branches of the Army; age, 18 to 25. Apply Recruiting Staff Officer, Gallowgate, Glasgow.: [406, 298, 584, 336]
- table-cell: 1: [1085, 1166, 1091, 1174]
- masthead: [21, 21, 1491, 66]
- table-cell: Sunderland: [980, 1322, 1023, 1331]
- paragraph: Birmingham, who lost to Stoke last season by 1-0, have the "Potters" at Small Heath to-morrow. Unfortunately the visitors will be minus Stoke, their best forward, as the League require his services at Manchester, and Birmingham will also lack the services of Glover, who is on the same mission as Birmingham. However, the twain are equally handicapped, and the Birmingham club not only stopped three points on the home side but also shook up the quality of their opponents, and I would not be surprised if they came away with the game.: [787, 593, 971, 736]
- table-cell: 6: [1062, 1130, 1067, 1139]
- table-cell: 13: [1110, 1130, 1119, 1139]
- announcement-fixture: RANGERS v. DUNDEE.: [225, 1019, 382, 1034]
- table-cell: 7: [1062, 1226, 1067, 1235]
- subheading: Briefly, the New Rules: [54, 1338, 169, 1349]
- table-cell: 1: [1097, 1214, 1102, 1223]
- column-7: [1171, 70, 1305, 2376]
- table-cell: 1: [1097, 1118, 1102, 1126]
- query-answer: "Parr."—Carroll, of the Airdrieonians, trained last year's Powderhall winner.: [1311, 244, 1497, 265]
- table-row: [979, 1128, 1163, 1140]
- column-rule: [206, 71, 207, 2372]
- paragraph: Albion Rovers and Hamilton Academicals are engaged in the Qualifying Cup on Saturday. The Rovers play at home against Albion, and the Academicals at home against Bo'ness. The Albion Rovers and Hamilton are both keen to do well in the competition, and the games should be good ones.: [1311, 1077, 1497, 1153]
- announcement-fixture: THIRD LANARK v. ABERDEEN.: [240, 1101, 367, 1133]
- table-row: [979, 1260, 1163, 1272]
- paragraph: Fulham F.C., London, has issued the following announcement:—Cyclists please note that their machines can now be stored on the Craven Cottage ground. The club has fitted certain of the spaces under the stand with racks, and special entrances will be provided. A feature of the arrangement will be the ease with which the "bikes" can be obtained after the game.: [979, 732, 1163, 830]
- table-cell: 7: [1062, 1202, 1067, 1210]
- table-cell: 3: [1157, 1334, 1162, 1343]
- table-row: [979, 1201, 1163, 1213]
- paragraph: Then T. Wright and S. H. Sutcliffe have promised to assist Plymouth when occasion demands.: [979, 591, 1163, 623]
- table-header-cell: P.: [1058, 1104, 1068, 1116]
- club-heading: CARTHA.: [279, 358, 328, 369]
- paragraph: As the game in Scotland is still in its infancy, or at best but emerging into that brighter period, let us hope, of buoyant youthfulness, one may be permitted, ere proceeding to cast an eye ahead upon the prospects of the current season, to glance backwards by way of ascertaining the rapidity of the forward march.: [20, 521, 203, 608]
- announcement-fixture: CELTIC v. QUEEN'S PARK.: [212, 946, 395, 961]
- table-cell: Aston Villa: [980, 1166, 1020, 1174]
- table-cell: 4: [1085, 1310, 1091, 1319]
- paragraph: The acquisition of a new field has given the club improved opportunities, which are likely to be fully taken advantage of. The club continues in a healthy condition, and opens with brightening prospects.: [212, 135, 395, 189]
- table-cell: 1: [1097, 1130, 1102, 1139]
- table-cell: 12: [1133, 1262, 1143, 1271]
- table-cell: 7: [1062, 1118, 1067, 1126]
- remedy-text: Every Bottle of this well-known REMEDY FOR COUGHS, COLDS, ASTHMA, BRONCHITIS, DIARRHŒA, &c., bears on the stamp the name of the inventor, Dr J. COLLIS BROWNE. Sold in Bottles by all Chemists at 1s 1½d, 2s 9d, and 4s 6d each.: [212, 2062, 395, 2121]
- table-cell: 7: [1062, 1190, 1067, 1199]
